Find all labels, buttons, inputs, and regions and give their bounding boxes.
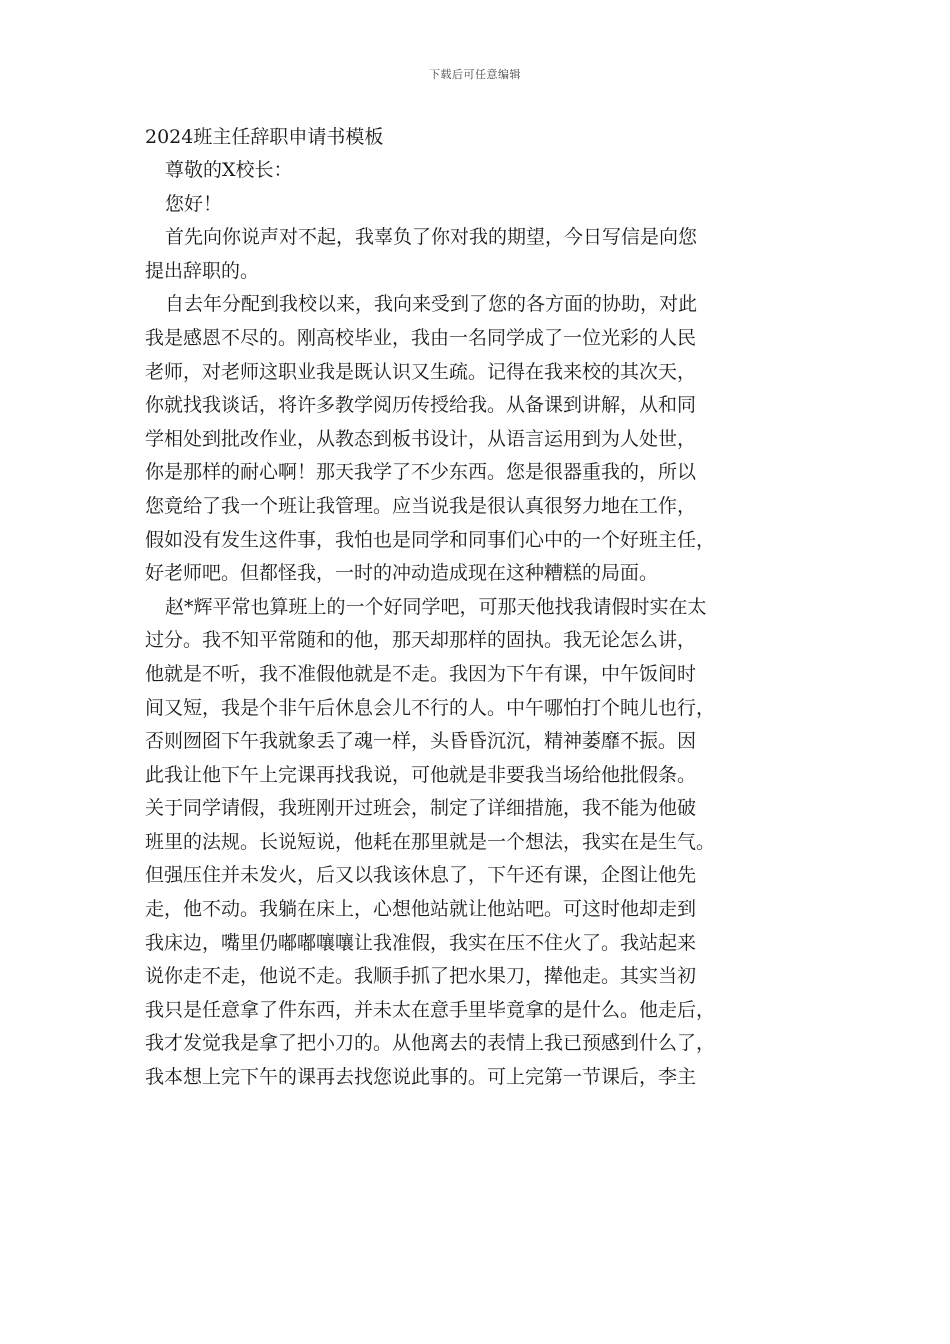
salutation: 尊敬的X校长： [165,159,293,181]
paragraph-line: 好老师吧。但都怪我，一时的冲动造成现在这种糟糕的局面。 [145,562,659,585]
paragraph-line: 你是那样的耐心啊！那天我学了不少东西。您是很器重我的，所以 [145,461,697,484]
paragraph-line: 我本想上完下午的课再去找您说此事的。可上完第一节课后，李主 [145,1066,697,1089]
paragraph-line: 您竟给了我一个班让我管理。应当说我是很认真很努力地在工作， [145,494,697,517]
paragraph-line: 我才发觉我是拿了把小刀的。从他离去的表情上我已预感到什么了， [145,1032,716,1055]
paragraph-line: 提出辞职的。 [145,259,260,282]
paragraph-line: 你就找我谈话，将许多教学阅历传授给我。从备课到讲解，从和同 [145,394,697,417]
paragraph-line: 我只是任意拿了件东西，并未太在意手里毕竟拿的是什么。他走后， [145,998,716,1021]
paragraph-line: 说你走不走，他说不走。我顺手抓了把水果刀，撵他走。其实当初 [145,965,697,988]
document-title: 2024班主任辞职申请书模板 [145,126,384,148]
paragraph-line: 走，他不动。我躺在床上，心想他站就让他站吧。可这时他却走到 [145,898,697,921]
paragraph-line: 赵*辉平常也算班上的一个好同学吧，可那天他找我请假时实在太 [165,595,707,618]
paragraph-line: 首先向你说声对不起，我辜负了你对我的期望，今日写信是向您 [165,226,698,249]
paragraph-line: 自去年分配到我校以来，我向来受到了您的各方面的协助，对此 [165,293,698,316]
paragraph-line: 我是感恩不尽的。刚高校毕业，我由一名同学成了一位光彩的人民 [145,326,697,349]
paragraph-line: 否则囫囵下午我就象丢了魂一样，头昏昏沉沉，精神萎靡不振。因 [145,730,697,753]
paragraph-line: 老师，对老师这职业我是既认识又生疏。记得在我来校的其次天， [145,360,697,383]
document-body [145,120,807,1095]
header-note: 下载后可任意编辑 [429,68,521,81]
paragraph-line: 他就是不听，我不准假他就是不走。我因为下午有课，中午饭间时 [145,662,697,685]
paragraph-line: 学相处到批改作业，从教态到板书设计，从语言运用到为人处世， [145,427,697,450]
greeting: 您好！ [165,192,223,215]
paragraph-line: 间又短，我是个非午后休息会儿不行的人。中午哪怕打个盹儿也行， [145,696,716,719]
paragraph-line: 我床边，嘴里仍嘟嘟嚷嚷让我准假，我实在压不住火了。我站起来 [145,931,697,954]
paragraph-line: 班里的法规。长说短说，他耗在那里就是一个想法，我实在是生气。 [145,830,716,853]
paragraph-line: 过分。我不知平常随和的他，那天却那样的固执。我无论怎么讲， [145,629,697,652]
paragraph-line: 关于同学请假，我班刚开过班会，制定了详细措施，我不能为他破 [145,797,697,820]
paragraph-line: 假如没有发生这件事，我怕也是同学和同事们心中的一个好班主任， [145,528,716,551]
paragraph-line: 但强压住并未发火，后又以我该休息了，下午还有课，企图让他先 [145,864,697,887]
paragraph-line: 此我让他下午上完课再找我说，可他就是非要我当场给他批假条。 [145,763,697,786]
